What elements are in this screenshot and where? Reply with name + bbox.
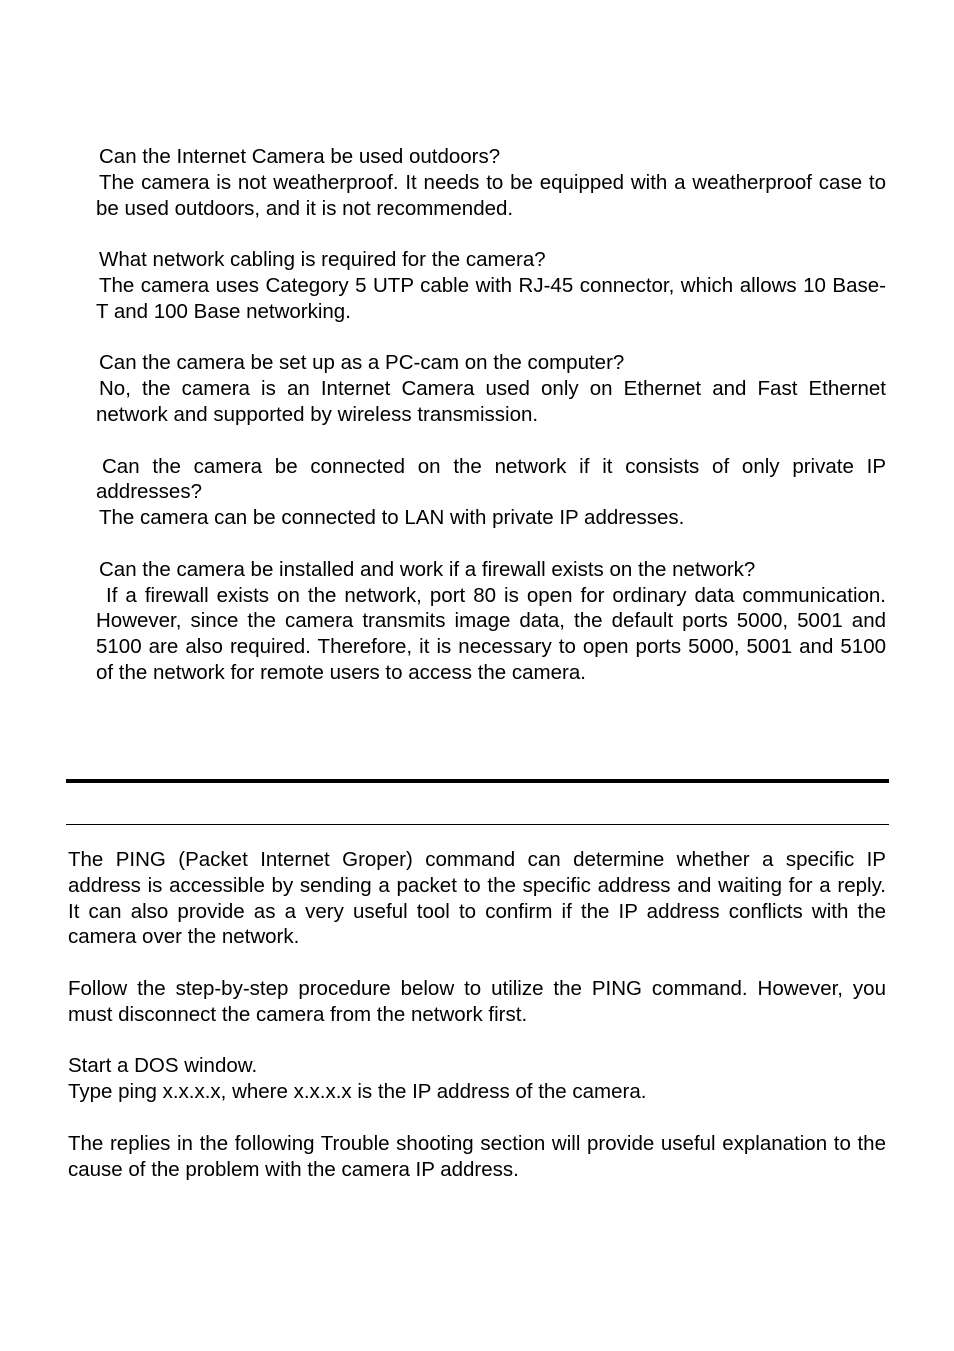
faq-answer: The camera is not weatherproof. It needs to be equipped with a weatherproof case to be used outdoors, and it is not recommended. [96, 170, 886, 220]
ping-step: Type ping x.x.x.x, where x.x.x.x is the IP address of the camera. [68, 1080, 647, 1104]
faq-item-outdoors [96, 144, 886, 221]
faq-item-firewall [96, 557, 886, 686]
faq-question: What network cabling is required for the camera? [99, 248, 546, 272]
section-divider-thin [66, 824, 889, 825]
faq-item-cabling [96, 247, 886, 324]
ping-steps [68, 1053, 886, 1105]
faq-question: Can the camera be set up as a PC-cam on the computer? [99, 351, 625, 375]
faq-answer: The camera uses Category 5 UTP cable with RJ-45 connector, which allows 10 Base-T and 100 Base networking. [96, 273, 886, 323]
ping-section [68, 847, 886, 1208]
ping-procedure: Follow the step-by-step procedure below to utilize the PING command. However, you must disconnect the camera from the network first. [68, 976, 886, 1026]
faq-answer: The camera can be connected to LAN with private IP addresses. [99, 506, 685, 530]
faq-section [96, 144, 886, 712]
faq-question: Can the camera be installed and work if a firewall exists on the network? [99, 557, 756, 581]
faq-question: Can the camera be connected on the network if it consists of only private IP addresses? [96, 454, 886, 504]
faq-item-pc-cam [96, 350, 886, 427]
ping-step: Start a DOS window. [68, 1054, 258, 1078]
faq-answer: If a firewall exists on the network, port 80 is open for ordinary data communication. However, since the camera transmits image data, the default ports 5000, 5001 and 5100 are also required. Therefore, it is necessary to open ports 5000, 5001 and 5100 of the network for remote users to access the camera. [96, 583, 886, 684]
faq-question: Can the Internet Camera be used outdoors? [99, 145, 501, 168]
faq-item-private-ip [96, 454, 886, 531]
faq-answer: No, the camera is an Internet Camera used only on Ethernet and Fast Ethernet network and supported by wireless transmission. [96, 377, 886, 426]
ping-closing: The replies in the following Trouble shooting section will provide useful explanation to the cause of the problem with the camera IP address. [68, 1131, 886, 1181]
section-divider-thick [66, 779, 889, 783]
ping-intro: The PING (Packet Internet Groper) command can determine whether a specific IP address is accessible by sending a packet to the specific address and waiting for a reply. It can also provide as a very useful tool to confirm if the IP address conflicts with the camera over the network. [68, 848, 886, 949]
